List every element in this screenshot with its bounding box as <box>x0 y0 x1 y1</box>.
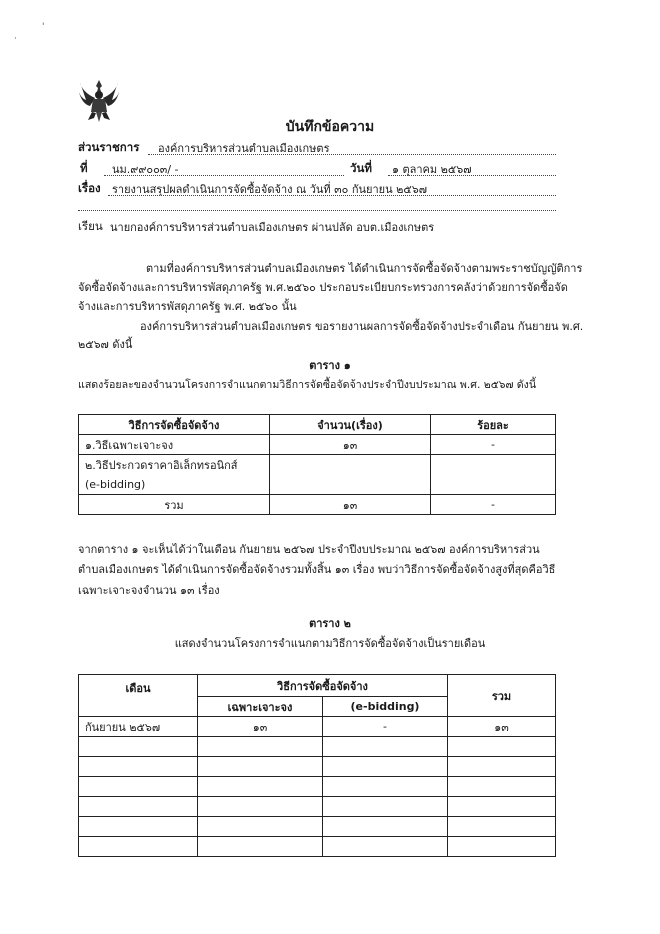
body-text: ตามที่องค์การบริหารส่วนตำบลเมืองเกษตร ได้ดำเนินการจัดซื้อจัดจ้างตามพระราชบัญญัติการ <box>146 262 583 275</box>
table-row <box>79 817 556 837</box>
ref-value: นม.๙๙๐๐๓/ - <box>112 163 179 176</box>
table2-cell <box>323 777 448 797</box>
table2-cell <box>198 837 323 857</box>
table1-header-method: วิธีการจัดซื้อจัดจ้าง <box>79 415 270 435</box>
dotted-line <box>108 195 556 196</box>
table2-cell <box>323 797 448 817</box>
body-text: จ้างและการบริหารพัสดุภาครัฐ พ.ศ. ๒๕๖๐ นั้น <box>78 300 297 313</box>
date-value: ๑ ตุลาคม ๒๕๖๗ <box>392 163 472 176</box>
table2-cell <box>198 757 323 777</box>
table-row <box>79 837 556 857</box>
scan-mark: ' <box>42 22 45 32</box>
table2-cell-ebid: - <box>323 717 448 737</box>
table2-caption: ตาราง ๒ <box>309 617 351 630</box>
to-label: เรียน <box>78 219 103 233</box>
ref-label: ที่ <box>80 161 88 175</box>
subject-value: รายงานสรุปผลดำเนินการจัดซื้อจัดจ้าง ณ วันที่ ๓๐ กันยายน ๒๕๖๗ <box>112 183 427 196</box>
table2-header-method: วิธีการจัดซื้อจัดจ้าง <box>198 675 448 697</box>
table2 <box>78 674 556 857</box>
table2-header-total: รวม <box>448 675 556 717</box>
body-text: เฉพาะเจาะจงจำนวน ๑๓ เรื่อง <box>78 584 220 597</box>
table2-cell <box>448 797 556 817</box>
body-text: ๒๕๖๗ ดังนี้ <box>78 338 133 351</box>
table2-cell <box>198 737 323 757</box>
subject-label: เรื่อง <box>78 181 101 195</box>
table1-cell-count: ๑๓ <box>270 435 431 455</box>
dotted-line <box>104 175 344 176</box>
table1-subtitle: แสดงร้อยละของจำนวนโครงการจำแนกตามวิธีการจัดซื้อจัดจ้างประจำปีงบประมาณ พ.ศ. ๒๕๖๗ ดังนี้ <box>78 379 537 391</box>
table1-method-line: (e-bidding) <box>85 477 146 491</box>
table2-cell <box>79 797 198 817</box>
table1-method-line: ๒.วิธีประกวดราคาอิเล็กทรอนิกส์ <box>85 458 238 472</box>
table2-cell <box>79 737 198 757</box>
table-row <box>79 797 556 817</box>
body-text: ตำบลเมืองเกษตร ได้ดำเนินการจัดซื้อจัดจ้างรวมทั้งสิ้น ๑๓ เรื่อง พบว่าวิธีการจัดซื้อจัดจ้างสูงที่สุดคือวิธี <box>78 563 556 576</box>
table1-cell-method <box>79 455 270 495</box>
table2-cell-month: กันยายน ๒๕๖๗ <box>79 717 198 737</box>
table1 <box>78 414 556 515</box>
table-row <box>79 737 556 757</box>
agency-value: องค์การบริหารส่วนตำบลเมืองเกษตร <box>158 142 330 155</box>
table2-cell <box>79 757 198 777</box>
table2-cell <box>323 837 448 857</box>
dotted-line <box>148 154 556 155</box>
table-row <box>79 757 556 777</box>
body-text: จัดซื้อจัดจ้างและการบริหารพัสดุภาครัฐ พ.ศ.๒๕๖๐ ประกอบระเบียบกระทรวงการคลังว่าด้วยการจัดซื้อจัด <box>78 281 568 294</box>
agency-label: ส่วนราชการ <box>78 140 140 154</box>
table2-cell <box>448 757 556 777</box>
table2-subheader-ebid: (e-bidding) <box>323 697 448 717</box>
table2-subtitle: แสดงจำนวนโครงการจำแนกตามวิธีการจัดซื้อจัดจ้างเป็นรายเดือน <box>174 637 486 650</box>
table2-cell <box>198 817 323 837</box>
table2-cell <box>79 817 198 837</box>
table2-cell <box>323 737 448 757</box>
table2-cell-specific: ๑๓ <box>198 717 323 737</box>
table1-total-label: รวม <box>79 495 270 515</box>
table2-cell <box>448 817 556 837</box>
to-value: นายกองค์การบริหารส่วนตำบลเมืองเกษตร ผ่านปลัด อบต.เมืองเกษตร <box>110 221 435 234</box>
table2-cell <box>198 777 323 797</box>
table1-cell-percent <box>431 455 556 495</box>
table2-cell <box>323 817 448 837</box>
table-row <box>79 495 556 515</box>
table1-total-percent: - <box>431 495 556 515</box>
table2-cell <box>198 797 323 817</box>
table1-caption: ตาราง ๑ <box>309 359 351 372</box>
table2-header-month: เดือน <box>79 675 198 717</box>
table2-subheader-specific: เฉพาะเจาะจง <box>198 697 323 717</box>
table-row <box>79 455 556 495</box>
table2-cell <box>448 837 556 857</box>
table2-cell-total: ๑๓ <box>448 717 556 737</box>
table2-cell <box>79 837 198 857</box>
table2-cell <box>323 757 448 777</box>
dotted-line <box>78 210 556 211</box>
dotted-line <box>388 175 556 176</box>
table1-cell-method: ๑.วิธีเฉพาะเจาะจง <box>79 435 270 455</box>
body-text: จากตาราง ๑ จะเห็นได้ว่าในเดือน กันยายน ๒๕๖๗ ประจำปีงบประมาณ ๒๕๖๗ องค์การบริหารส่วน <box>78 543 540 556</box>
table1-header-count: จำนวน(เรื่อง) <box>270 415 431 435</box>
table1-cell-percent: - <box>431 435 556 455</box>
table-row <box>79 435 556 455</box>
table-row <box>79 777 556 797</box>
memo-heading: บันทึกข้อความ <box>285 119 375 135</box>
table2-cell <box>448 737 556 757</box>
body-text: องค์การบริหารส่วนตำบลเมืองเกษตร ขอรายงานผลการจัดซื้อจัดจ้างประจำเดือน กันยายน พ.ศ. <box>140 320 584 333</box>
scan-mark: · <box>14 34 17 44</box>
table1-header-percent: ร้อยละ <box>431 415 556 435</box>
date-label: วันที่ <box>350 161 372 175</box>
table2-cell <box>79 777 198 797</box>
table1-cell-count <box>270 455 431 495</box>
table-row <box>79 717 556 737</box>
table2-cell <box>448 777 556 797</box>
table1-total-count: ๑๓ <box>270 495 431 515</box>
